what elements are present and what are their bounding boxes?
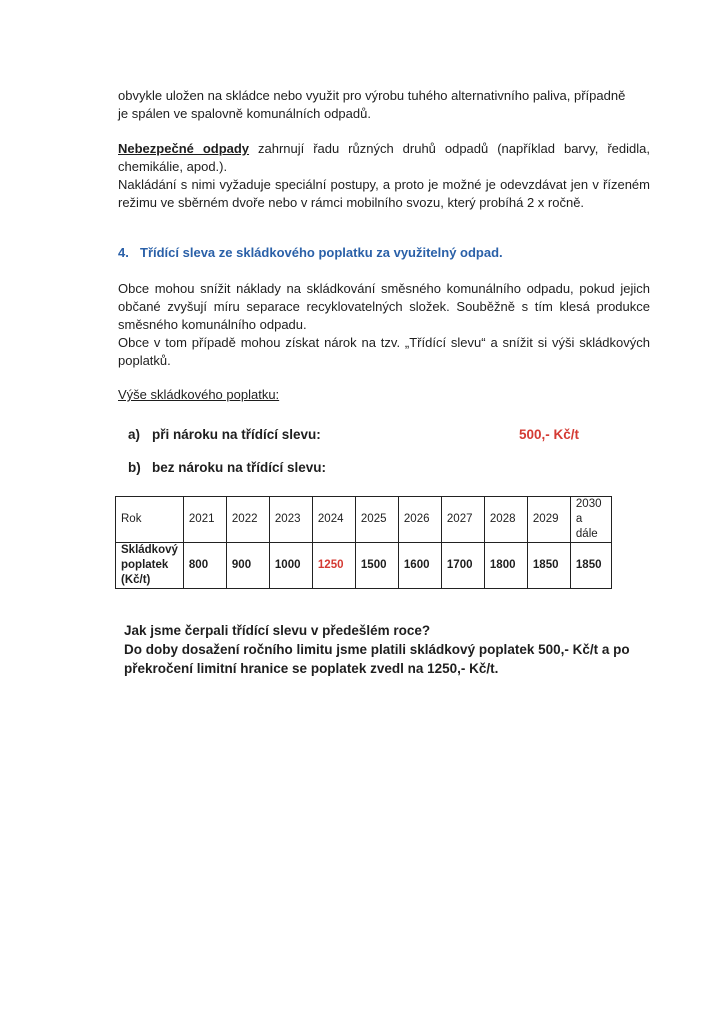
fee-table-fee: 1800	[484, 543, 527, 589]
fee-table-year: 2026	[398, 497, 441, 543]
fee-table-row-label: Rok	[116, 497, 184, 543]
section-title: Třídící sleva ze skládkového poplatku za využitelný odpad.	[140, 245, 503, 260]
hazardous-definition	[118, 140, 650, 176]
hazardous-text: zahrnují řadu různých druhů odpadů (například barvy, ředidla, chemikálie, apod.).	[118, 141, 650, 174]
fee-table-fee: 800	[183, 543, 226, 589]
fee-table-fee: 1850	[527, 543, 570, 589]
fee-table-year: 2029	[527, 497, 570, 543]
fee-table	[115, 496, 612, 589]
fee-table-fee: 1000	[269, 543, 312, 589]
fee-table-year: 2027	[441, 497, 484, 543]
body-paragraph	[118, 280, 650, 370]
fee-item-a	[128, 426, 321, 444]
fee-item-a-text: při nároku na třídící slevu:	[152, 427, 321, 442]
fee-table-year: 2025	[355, 497, 398, 543]
closing-paragraph	[124, 621, 654, 678]
intro-line-1: obvykle uložen na skládce nebo využit pro výrobu tuhého alternativního paliva, případně	[118, 88, 626, 103]
fee-table-year: 2022	[226, 497, 269, 543]
hazardous-handling: Nakládání s nimi vyžaduje speciální postupy, a proto je možné je odevzdávat jen v řízeném režimu ve sběrném dvoře nebo v rámci mobilního svozu, který probíhá 2 x ročně.	[118, 177, 650, 210]
fee-table-fee: 1600	[398, 543, 441, 589]
fee-table-year: 2024	[312, 497, 355, 543]
fee-level-heading: Výše skládkového poplatku:	[118, 387, 280, 402]
fee-table-year: 2021	[183, 497, 226, 543]
fee-table-fee: 900	[226, 543, 269, 589]
fee-table-year: 2030 a dále	[570, 497, 611, 543]
fee-item-a-label: a)	[128, 427, 141, 442]
fee-table-year: 2023	[269, 497, 312, 543]
hazardous-paragraph	[118, 140, 650, 212]
fee-table-row-label: Skládkový poplatek (Kč/t)	[116, 543, 184, 589]
fee-table-year-row	[116, 497, 612, 543]
fee-table-fee-highlighted: 1250	[312, 543, 355, 589]
intro-paragraph	[118, 87, 650, 123]
fee-item-a-price: 500,- Kč/t	[519, 427, 580, 442]
fee-table-fee: 1500	[355, 543, 398, 589]
fee-table-fee: 1850	[570, 543, 611, 589]
fee-table-year: 2028	[484, 497, 527, 543]
fee-table-fee-row	[116, 543, 612, 589]
fee-table-fee: 1700	[441, 543, 484, 589]
closing-answer: Do doby dosažení ročního limitu jsme platili skládkový poplatek 500,- Kč/t a po překročení limitní hranice se poplatek zvedl na 1250,- Kč/t.	[124, 642, 630, 676]
section-heading	[118, 244, 503, 262]
hazardous-term: Nebezpečné odpady	[118, 141, 250, 156]
fee-item-b-label: b)	[128, 460, 141, 475]
fee-item-b	[128, 459, 326, 477]
intro-line-2: je spálen ve spalovně komunálních odpadů.	[118, 106, 371, 121]
fee-item-b-text: bez nároku na třídící slevu:	[152, 460, 327, 475]
body-p2: Obce v tom případě mohou získat nárok na tzv. „Třídící slevu“ a snížit si výši skládkových poplatků.	[118, 335, 650, 368]
body-p1: Obce mohou snížit náklady na skládkování směsného komunálního odpadu, pokud jejich občané zvyšují míru separace recyklovatelných složek. Souběžně s tím klesá produkce směsného komunálního odpadu.	[118, 281, 650, 332]
section-number: 4.	[118, 245, 129, 260]
closing-question: Jak jsme čerpali třídící slevu v předešlém roce?	[124, 623, 431, 638]
